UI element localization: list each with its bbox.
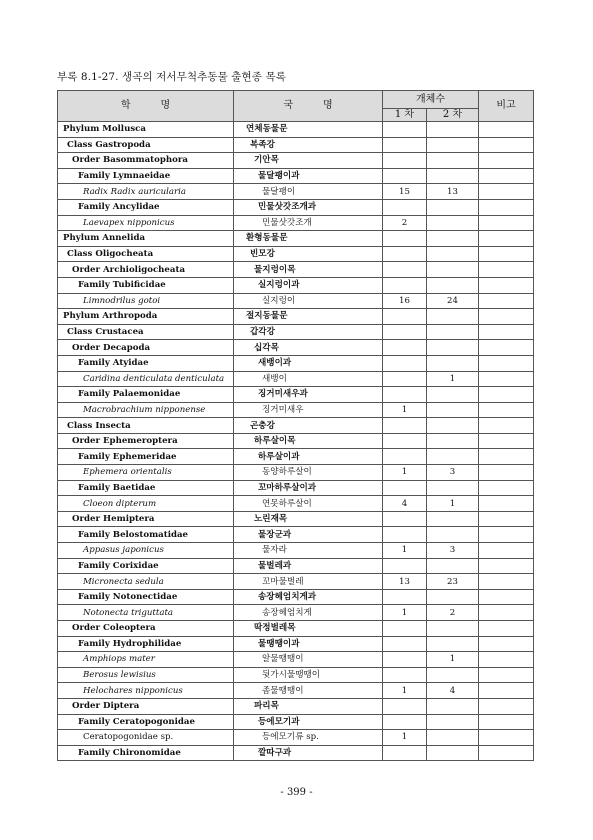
remark-cell [479,496,534,512]
count-second-cell: 4 [427,683,479,699]
table-body [58,122,534,761]
count-second-cell [427,137,479,153]
korean-name-cell: 기안목 [234,153,383,169]
remark-cell [479,527,534,543]
remark-cell [479,667,534,683]
count-second-cell [427,122,479,138]
korean-name-cell: 십각목 [234,340,383,356]
count-first-cell [383,667,427,683]
count-first-cell: 1 [383,465,427,481]
count-second-cell [427,340,479,356]
remark-cell [479,246,534,262]
count-first-cell: 1 [383,730,427,746]
count-second-cell [427,387,479,403]
scientific-name-cell: Family Ephemeridae [58,449,234,465]
korean-name-cell: 연체동물문 [234,122,383,138]
korean-name-cell: 환형동물문 [234,231,383,247]
count-first-cell [383,122,427,138]
count-second-cell: 3 [427,543,479,559]
remark-cell [479,574,534,590]
count-first-cell: 15 [383,184,427,200]
table-row [58,122,534,138]
scientific-name-cell: Phylum Arthropoda [58,309,234,325]
scientific-name-cell: Berosus lewisius [58,667,234,683]
korean-name-cell: 절지동물문 [234,309,383,325]
table-row [58,745,534,761]
remark-cell [479,402,534,418]
korean-name-cell: 물달팽이과 [234,168,383,184]
count-second-cell [427,309,479,325]
count-second-cell [427,402,479,418]
korean-name-cell: 노린재목 [234,511,383,527]
header-second-survey: 2 차 [427,109,479,122]
table-row [58,153,534,169]
count-second-cell [427,215,479,231]
scientific-name-cell: Family Belostomatidae [58,527,234,543]
remark-cell [479,589,534,605]
count-first-cell: 16 [383,293,427,309]
scientific-name-cell: Caridina denticulata denticulata [58,371,234,387]
scientific-name-cell: Family Hydrophilidae [58,636,234,652]
count-second-cell [427,558,479,574]
remark-cell [479,480,534,496]
count-first-cell [383,324,427,340]
scientific-name-cell: Family Baetidae [58,480,234,496]
remark-cell [479,543,534,559]
remark-cell [479,418,534,434]
count-first-cell [383,355,427,371]
scientific-name-cell: Family Notonectidae [58,589,234,605]
korean-name-cell: 딱정벌레목 [234,621,383,637]
count-second-cell [427,449,479,465]
remark-cell [479,371,534,387]
count-second-cell [427,324,479,340]
scientific-name-cell: Ephemera orientalis [58,465,234,481]
count-second-cell [427,745,479,761]
table-row [58,574,534,590]
scientific-name-cell: Micronecta sedula [58,574,234,590]
table-row [58,168,534,184]
scientific-name-cell: Notonecta triguttata [58,605,234,621]
remark-cell [479,324,534,340]
korean-name-cell: 복족강 [234,137,383,153]
count-first-cell [383,449,427,465]
header-count: 개체수 [383,91,479,109]
remark-cell [479,652,534,668]
scientific-name-cell: Family Ancylidae [58,199,234,215]
korean-name-cell: 등에모기과 [234,714,383,730]
scientific-name-cell: Order Diptera [58,698,234,714]
count-first-cell [383,387,427,403]
table-row [58,184,534,200]
count-second-cell [427,698,479,714]
count-second-cell [427,418,479,434]
remark-cell [479,309,534,325]
table-row [58,667,534,683]
remark-cell [479,745,534,761]
count-first-cell [383,589,427,605]
korean-name-cell: 하루살이과 [234,449,383,465]
count-first-cell [383,527,427,543]
scientific-name-cell: Radix Radix auricularia [58,184,234,200]
count-second-cell [427,246,479,262]
scientific-name-cell: Class Crustacea [58,324,234,340]
korean-name-cell: 새뱅이과 [234,355,383,371]
scientific-name-cell: Order Ephemeroptera [58,433,234,449]
korean-name-cell: 민물삿갓조개과 [234,199,383,215]
table-row [58,652,534,668]
korean-name-cell: 물장군과 [234,527,383,543]
count-first-cell: 1 [383,402,427,418]
korean-name-cell: 깔따구과 [234,745,383,761]
korean-name-cell: 꼬마하루살이과 [234,480,383,496]
remark-cell [479,605,534,621]
table-row [58,589,534,605]
count-first-cell [383,714,427,730]
scientific-name-cell: Family Atyidae [58,355,234,371]
table-row [58,277,534,293]
remark-cell [479,387,534,403]
count-second-cell [427,589,479,605]
table-row [58,246,534,262]
count-second-cell: 1 [427,652,479,668]
scientific-name-cell: Family Corixidae [58,558,234,574]
count-first-cell [383,199,427,215]
table-row [58,496,534,512]
scientific-name-cell: Phylum Mollusca [58,122,234,138]
korean-name-cell: 꼬마물벌레 [234,574,383,590]
korean-name-cell: 민물삿갓조개 [234,215,383,231]
count-second-cell [427,511,479,527]
table-caption: 부록 8.1-27. 생곡의 저서무척추동물 출현종 목록 [57,71,286,83]
count-second-cell: 24 [427,293,479,309]
remark-cell [479,199,534,215]
scientific-name-cell: Family Lymnaeidae [58,168,234,184]
korean-name-cell: 등에모기류 sp. [234,730,383,746]
scientific-name-cell: Ceratopogonidae sp. [58,730,234,746]
count-second-cell: 23 [427,574,479,590]
count-second-cell [427,168,479,184]
scientific-name-cell: Class Oligocheata [58,246,234,262]
remark-cell [479,730,534,746]
scientific-name-cell: Family Tubificidae [58,277,234,293]
scientific-name-cell: Order Hemiptera [58,511,234,527]
remark-cell [479,465,534,481]
count-second-cell [427,714,479,730]
table-row [58,698,534,714]
count-second-cell [427,480,479,496]
korean-name-cell: 파리목 [234,698,383,714]
table-row [58,215,534,231]
count-first-cell [383,511,427,527]
count-first-cell [383,558,427,574]
remark-cell [479,184,534,200]
scientific-name-cell: Cloeon dipterum [58,496,234,512]
count-second-cell [427,667,479,683]
korean-name-cell: 물땡땡이과 [234,636,383,652]
table-row [58,371,534,387]
scientific-name-cell: Limnodrilus gotoi [58,293,234,309]
count-second-cell [427,199,479,215]
scientific-name-cell: Appasus japonicus [58,543,234,559]
table-row [58,199,534,215]
scientific-name-cell: Helochares nipponicus [58,683,234,699]
table-row [58,309,534,325]
scientific-name-cell: Class Insecta [58,418,234,434]
header-remark: 비고 [479,91,534,122]
korean-name-cell: 빈모강 [234,246,383,262]
scientific-name-cell: Family Ceratopogonidae [58,714,234,730]
table-row [58,480,534,496]
remark-cell [479,433,534,449]
remark-cell [479,683,534,699]
remark-cell [479,558,534,574]
table-row [58,324,534,340]
count-first-cell [383,277,427,293]
remark-cell [479,231,534,247]
table-row [58,449,534,465]
count-first-cell [383,418,427,434]
table-row [58,387,534,403]
scientific-name-cell: Amphiops mater [58,652,234,668]
scientific-name-cell: Order Decapoda [58,340,234,356]
count-first-cell [383,309,427,325]
scientific-name-cell: Order Basommatophora [58,153,234,169]
remark-cell [479,168,534,184]
count-second-cell: 1 [427,371,479,387]
remark-cell [479,340,534,356]
count-second-cell [427,355,479,371]
remark-cell [479,698,534,714]
table-row [58,730,534,746]
count-second-cell [427,231,479,247]
header-korean-name: 국 명 [234,91,383,122]
count-first-cell [383,636,427,652]
remark-cell [479,153,534,169]
korean-name-cell: 하루살이목 [234,433,383,449]
korean-name-cell: 곤충강 [234,418,383,434]
count-second-cell [427,636,479,652]
table-row [58,262,534,278]
table-row [58,355,534,371]
table-row [58,418,534,434]
korean-name-cell: 갑각강 [234,324,383,340]
count-first-cell: 1 [383,543,427,559]
korean-name-cell: 좀물땡땡이 [234,683,383,699]
count-first-cell: 1 [383,605,427,621]
count-first-cell [383,246,427,262]
remark-cell [479,636,534,652]
page-number: - 399 - [280,787,313,798]
table-row [58,465,534,481]
remark-cell [479,137,534,153]
count-first-cell [383,371,427,387]
count-second-cell: 2 [427,605,479,621]
count-first-cell [383,340,427,356]
count-first-cell [383,621,427,637]
count-first-cell [383,231,427,247]
count-second-cell [427,527,479,543]
scientific-name-cell: Class Gastropoda [58,137,234,153]
table-row [58,636,534,652]
count-first-cell [383,480,427,496]
korean-name-cell: 송장헤엄치게 [234,605,383,621]
table-row [58,683,534,699]
korean-name-cell: 실지렁이 [234,293,383,309]
table-row [58,621,534,637]
remark-cell [479,277,534,293]
scientific-name-cell: Order Coleoptera [58,621,234,637]
count-second-cell [427,621,479,637]
count-first-cell: 13 [383,574,427,590]
table-row [58,231,534,247]
count-second-cell: 1 [427,496,479,512]
scientific-name-cell: Macrobrachium nipponense [58,402,234,418]
scientific-name-cell: Laevapex nipponicus [58,215,234,231]
korean-name-cell: 물달팽이 [234,184,383,200]
remark-cell [479,122,534,138]
remark-cell [479,621,534,637]
count-second-cell [427,262,479,278]
count-first-cell [383,652,427,668]
table-row [58,433,534,449]
count-second-cell [427,277,479,293]
korean-name-cell: 물자라 [234,543,383,559]
count-first-cell [383,745,427,761]
count-second-cell [427,153,479,169]
korean-name-cell: 뒷가시물땡땡이 [234,667,383,683]
korean-name-cell: 물지렁이목 [234,262,383,278]
species-table [57,90,534,761]
count-first-cell [383,262,427,278]
scientific-name-cell: Family Chironomidae [58,745,234,761]
count-first-cell: 2 [383,215,427,231]
table-row [58,714,534,730]
count-second-cell [427,730,479,746]
count-second-cell: 13 [427,184,479,200]
scientific-name-cell: Phylum Annelida [58,231,234,247]
remark-cell [479,511,534,527]
scientific-name-cell: Family Palaemonidae [58,387,234,403]
count-first-cell [383,137,427,153]
table-row [58,402,534,418]
remark-cell [479,262,534,278]
scientific-name-cell: Order Archioligocheata [58,262,234,278]
korean-name-cell: 새뱅이 [234,371,383,387]
remark-cell [479,293,534,309]
korean-name-cell: 실지렁이과 [234,277,383,293]
table-row [58,340,534,356]
korean-name-cell: 알물땡땡이 [234,652,383,668]
korean-name-cell: 징거미새우 [234,402,383,418]
count-first-cell [383,168,427,184]
count-second-cell [427,433,479,449]
table-row [58,293,534,309]
table-row [58,527,534,543]
remark-cell [479,355,534,371]
table-row [58,605,534,621]
korean-name-cell: 연못하루살이 [234,496,383,512]
count-first-cell: 4 [383,496,427,512]
count-first-cell [383,433,427,449]
count-first-cell [383,698,427,714]
korean-name-cell: 징거미새우과 [234,387,383,403]
remark-cell [479,714,534,730]
count-first-cell [383,153,427,169]
header-scientific-name: 학 명 [58,91,234,122]
table-row [58,558,534,574]
remark-cell [479,449,534,465]
count-second-cell: 3 [427,465,479,481]
table-row [58,137,534,153]
count-first-cell: 1 [383,683,427,699]
korean-name-cell: 송장헤엄치게과 [234,589,383,605]
table-row [58,511,534,527]
korean-name-cell: 동양하루살이 [234,465,383,481]
remark-cell [479,215,534,231]
table-row [58,543,534,559]
header-first-survey: 1 차 [383,109,427,122]
korean-name-cell: 물벌레과 [234,558,383,574]
